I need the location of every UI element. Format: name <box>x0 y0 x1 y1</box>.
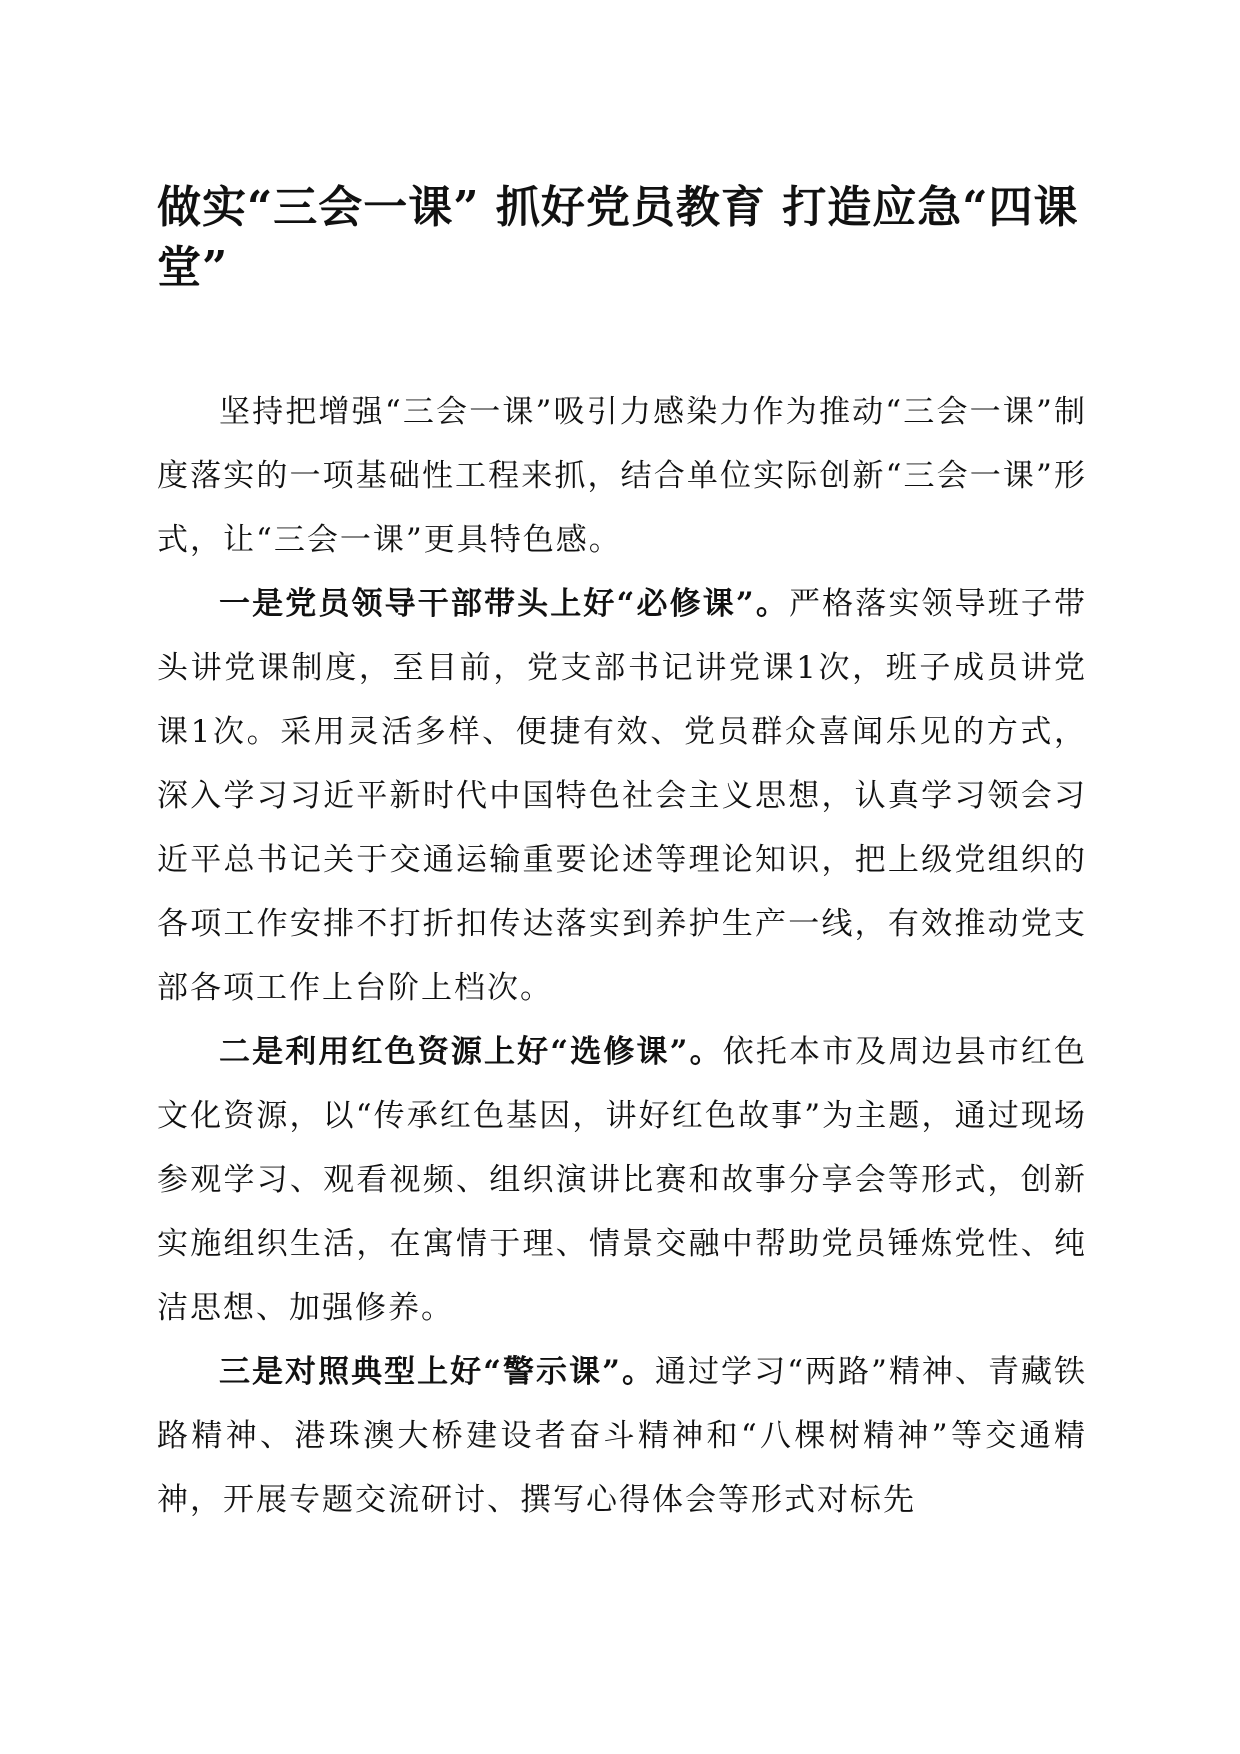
paragraph-elective-course <box>157 1020 1087 1340</box>
paragraph-compulsory-course <box>157 572 1087 1020</box>
paragraph-text: 坚持把增强“三会一课”吸引力感染力作为推动“三会一课”制度落实的一项基础性工程来抓，结合单位实际创新“三会一课”形式，让“三会一课”更具特色感。 <box>157 394 1087 558</box>
document-title: 做实“三会一课” 抓好党员教育 打造应急“四课堂” <box>157 182 1079 293</box>
paragraph-intro <box>157 380 1087 572</box>
paragraph-lead: 三是对照典型上好“警示课”。 <box>219 1354 655 1390</box>
paragraph-warning-course <box>157 1340 1087 1532</box>
paragraph-text: 严格落实领导班子带头讲党课制度，至目前，党支部书记讲党课1次，班子成员讲党课1次。采用灵活多样、便捷有效、党员群众喜闻乐见的方式，深入学习习近平新时代中国特色社会主义思想，认真学习领会习近平总书记关于交通运输重要论述等理论知识，把上级党组织的各项工作安排不打折扣传达落实到养护生产一线，有效推动党支部各项工作上台阶上档次。 <box>157 586 1087 1006</box>
paragraph-text: 通过学习“两路”精神、青藏铁路精神、港珠澳大桥建设者奋斗精神和“八棵树精神”等交通精神，开展专题交流研讨、撰写心得体会等形式对标先 <box>157 1354 1087 1518</box>
paragraph-lead: 一是党员领导干部带头上好“必修课”。 <box>219 586 789 622</box>
document-body <box>157 380 1087 1532</box>
paragraph-text: 依托本市及周边县市红色文化资源，以“传承红色基因，讲好红色故事”为主题，通过现场参观学习、观看视频、组织演讲比赛和故事分享会等形式，创新实施组织生活，在寓情于理、情景交融中帮助党员锤炼党性、纯洁思想、加强修养。 <box>157 1034 1087 1326</box>
paragraph-lead: 二是利用红色资源上好“选修课”。 <box>219 1034 723 1070</box>
